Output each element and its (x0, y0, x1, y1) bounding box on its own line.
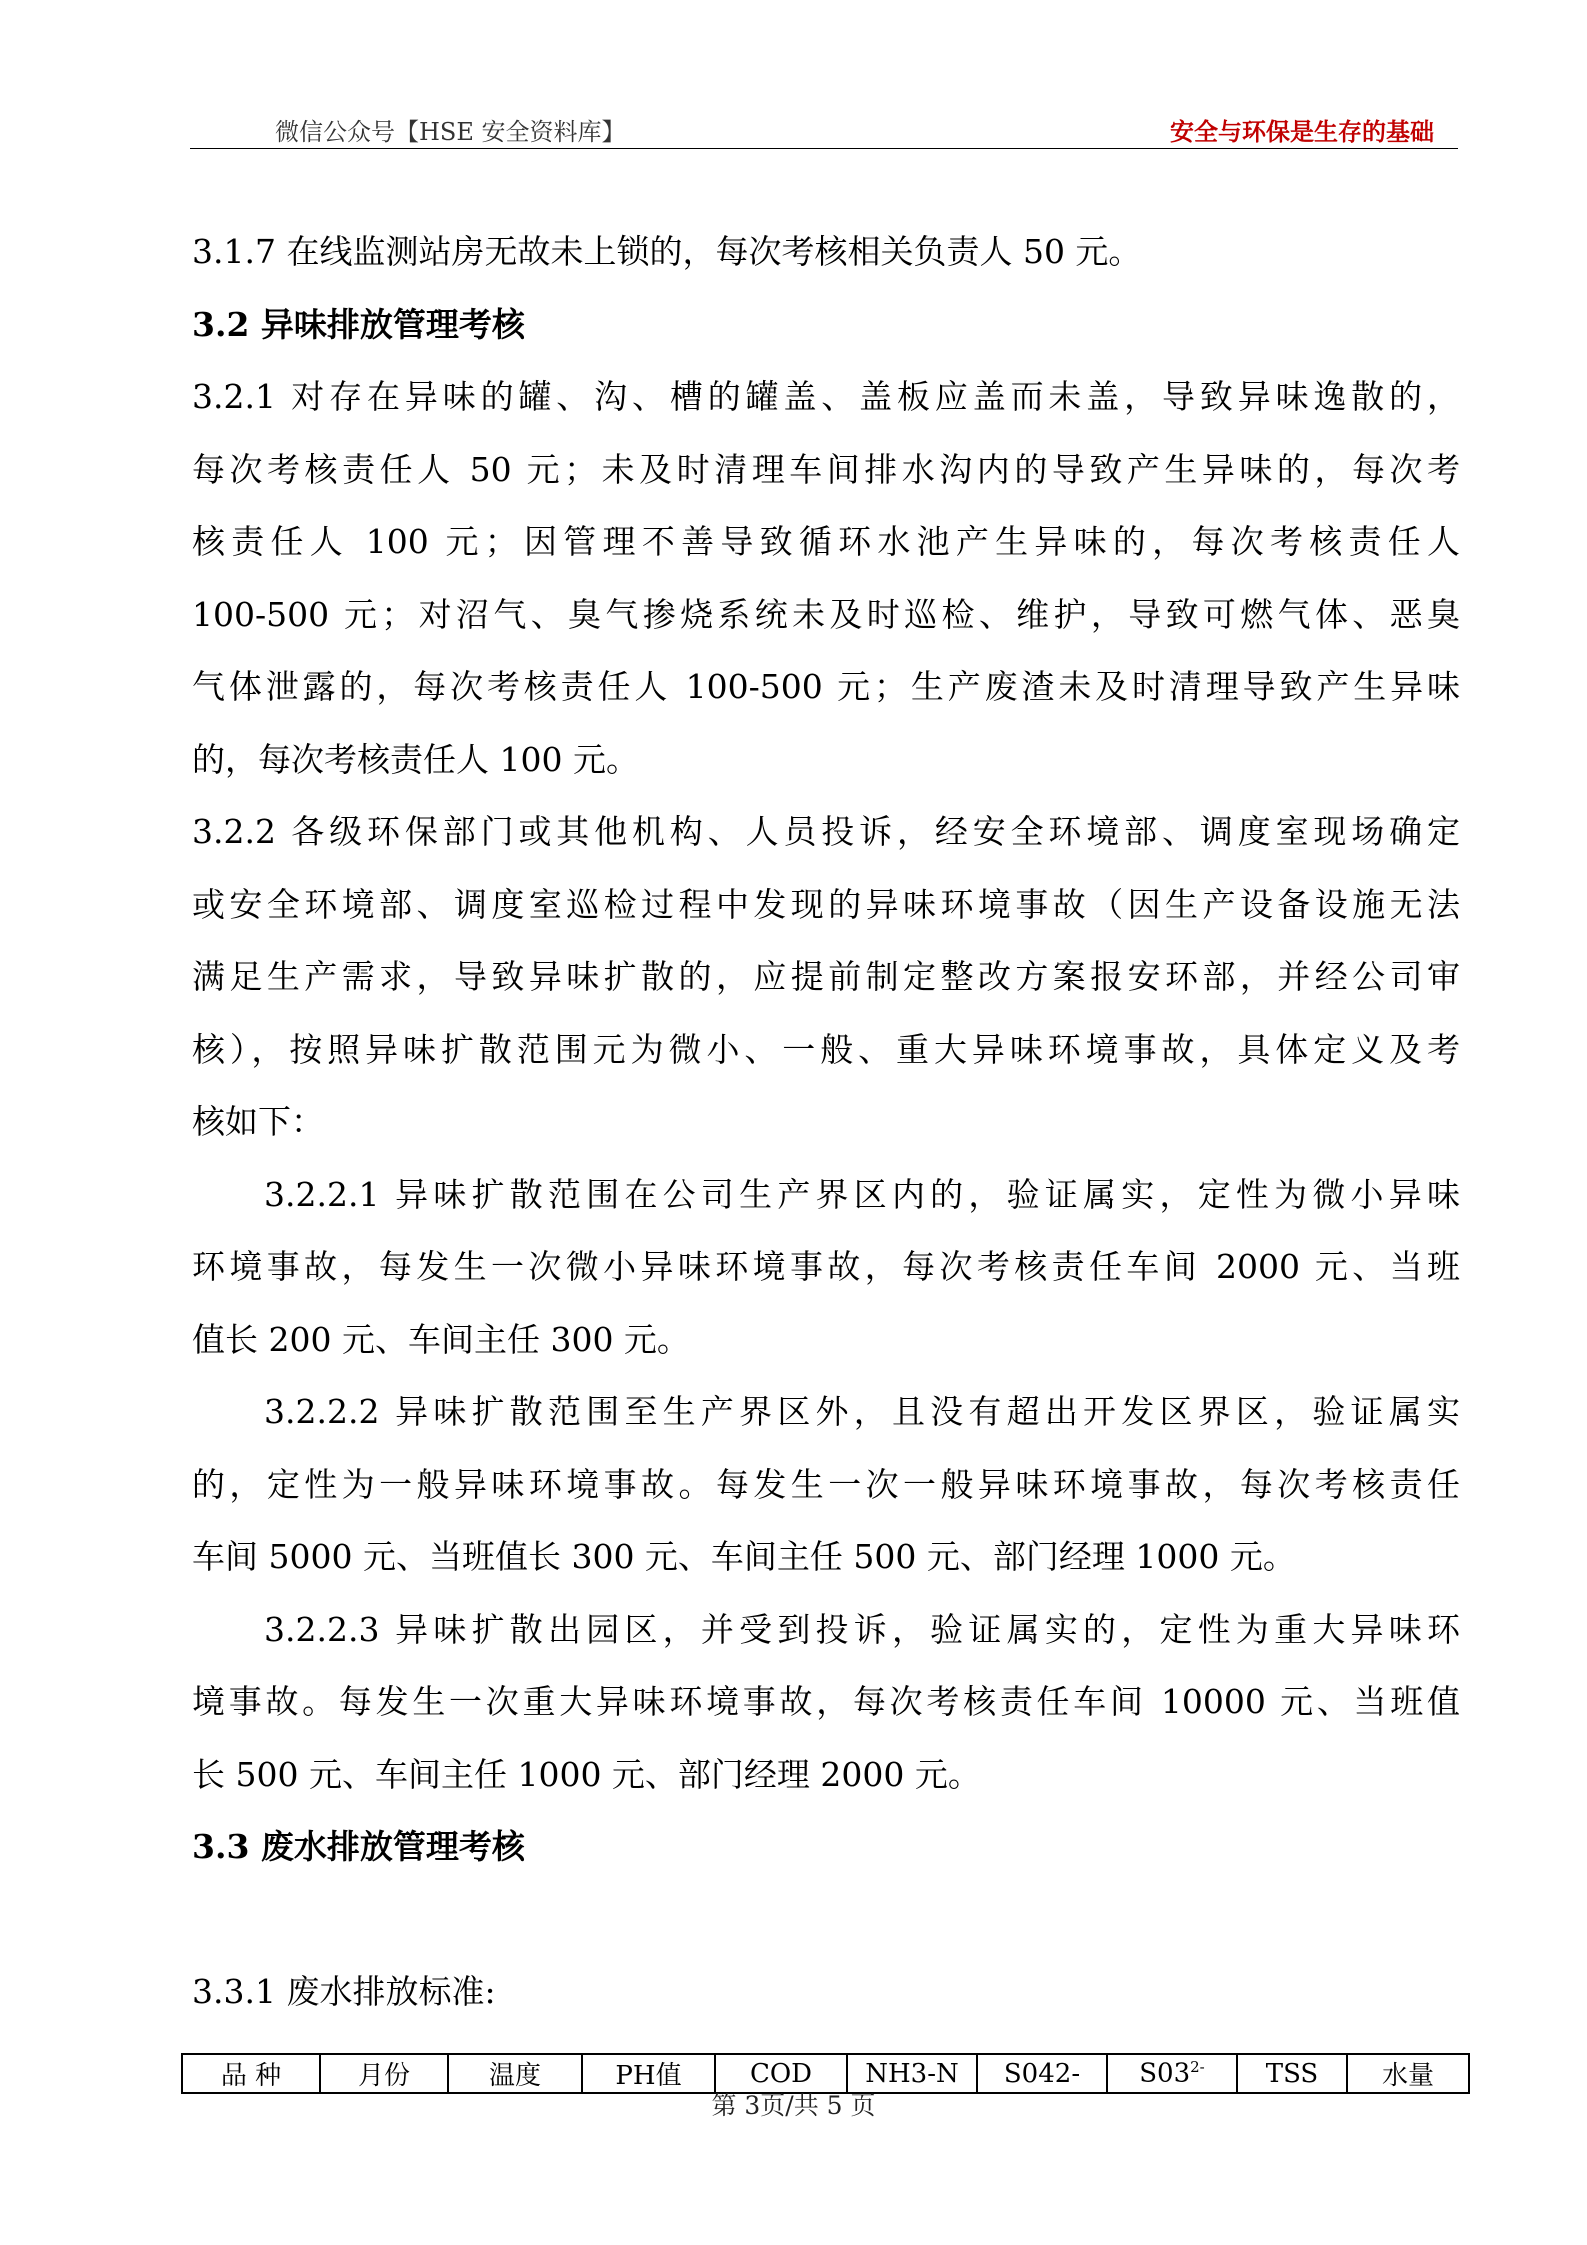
text-line: 3.2.2 各级环保部门或其他机构、人员投诉，经安全环境部、调度室现场确定 (192, 812, 1460, 851)
header-rule (190, 148, 1458, 149)
column-header: 温度 (448, 2054, 582, 2093)
paragraph-3-3-1: 3.3.1 废水排放标准: (192, 1972, 496, 2011)
text-line: 3.2.2.2 异味扩散范围至生产界区外，且没有超出开发区界区，验证属实 (264, 1392, 1460, 1431)
column-header: NH3-N (847, 2054, 977, 2093)
column-header-text: S03 (1139, 2058, 1191, 2089)
text-line: 满足生产需求，导致异味扩散的，应提前制定整改方案报安环部，并经公司审 (192, 957, 1460, 996)
column-header: S042- (977, 2054, 1107, 2093)
header-source: 微信公众号【HSE 安全资料库】 (275, 118, 626, 146)
text-line: 3.2.1 对存在异味的罐、沟、槽的罐盖、盖板应盖而未盖，导致异味逸散的， (192, 377, 1460, 416)
header-slogan: 安全与环保是生存的基础 (1170, 117, 1434, 146)
paragraph-3-2-2-3 (192, 1594, 1460, 1812)
column-header: PH值 (582, 2054, 715, 2093)
text-line: 境事故。每发生一次重大异味环境事故，每次考核责任车间 10000 元、当班值 (192, 1682, 1460, 1721)
text-line: 环境事故，每发生一次微小异味环境事故，每次考核责任车间 2000 元、当班 (192, 1247, 1460, 1286)
text-line: 或安全环境部、调度室巡检过程中发现的异味环境事故（因生产设备设施无法 (192, 884, 1460, 924)
text-line: 的，每次考核责任人 100 元。 (192, 739, 639, 779)
text-line: 长 500 元、车间主任 1000 元、部门经理 2000 元。 (192, 1754, 981, 1794)
text-line: 车间 5000 元、当班值长 300 元、车间主任 500 元、部门经理 1000 元。 (192, 1537, 1296, 1576)
text-line: 的，定性为一般异味环境事故。每发生一次一般异味环境事故，每次考核责任 (192, 1464, 1460, 1504)
heading-3-2: 3.2 异味排放管理考核 (192, 304, 525, 344)
column-header: COD (715, 2054, 847, 2093)
paragraph-3-2-2 (192, 796, 1460, 1159)
column-header: 水量 (1347, 2054, 1469, 2093)
paragraph-3-2-2-2 (192, 1376, 1460, 1594)
paragraph-3-1-7: 3.1.7 在线监测站房无故未上锁的，每次考核相关负责人 50 元。 (192, 232, 1142, 271)
heading-3-3: 3.3 废水排放管理考核 (192, 1827, 525, 1866)
text-line: 气体泄露的，每次考核责任人 100-500 元；生产废渣未及时清理导致产生异味 (192, 667, 1460, 706)
text-line: 核如下： (192, 1102, 324, 1141)
paragraph-3-2-2-1 (192, 1159, 1460, 1377)
text-line: 核），按照异味扩散范围元为微小、一般、重大异味环境事故，具体定义及考 (192, 1029, 1460, 1069)
text-line: 值长 200 元、车间主任 300 元。 (192, 1319, 690, 1359)
paragraph-3-2-1 (192, 361, 1460, 796)
column-header: 品 种 (182, 2054, 320, 2093)
text-line: 3.2.2.1 异味扩散范围在公司生产界区内的，验证属实，定性为微小异味 (264, 1174, 1460, 1214)
spacer-line (192, 1884, 1460, 1957)
text-line: 100-500 元；对沼气、臭气掺烧系统未及时巡检、维护，导致可燃气体、恶臭 (192, 594, 1460, 634)
body-text (192, 216, 1460, 2029)
column-header: TSS (1237, 2054, 1347, 2093)
text-line: 每次考核责任人 50 元；未及时清理车间排水沟内的导致产生异味的，每次考 (192, 449, 1460, 489)
page-number: 第 3页/共 5 页 (711, 2091, 876, 2120)
text-line: 核责任人 100 元；因管理不善导致循环水池产生异味的，每次考核责任人 (192, 522, 1460, 561)
superscript: 2- (1190, 2058, 1205, 2077)
column-header: 月份 (320, 2054, 448, 2093)
text-line: 3.2.2.3 异味扩散出园区，并受到投诉，验证属实的，定性为重大异味环 (264, 1609, 1460, 1649)
